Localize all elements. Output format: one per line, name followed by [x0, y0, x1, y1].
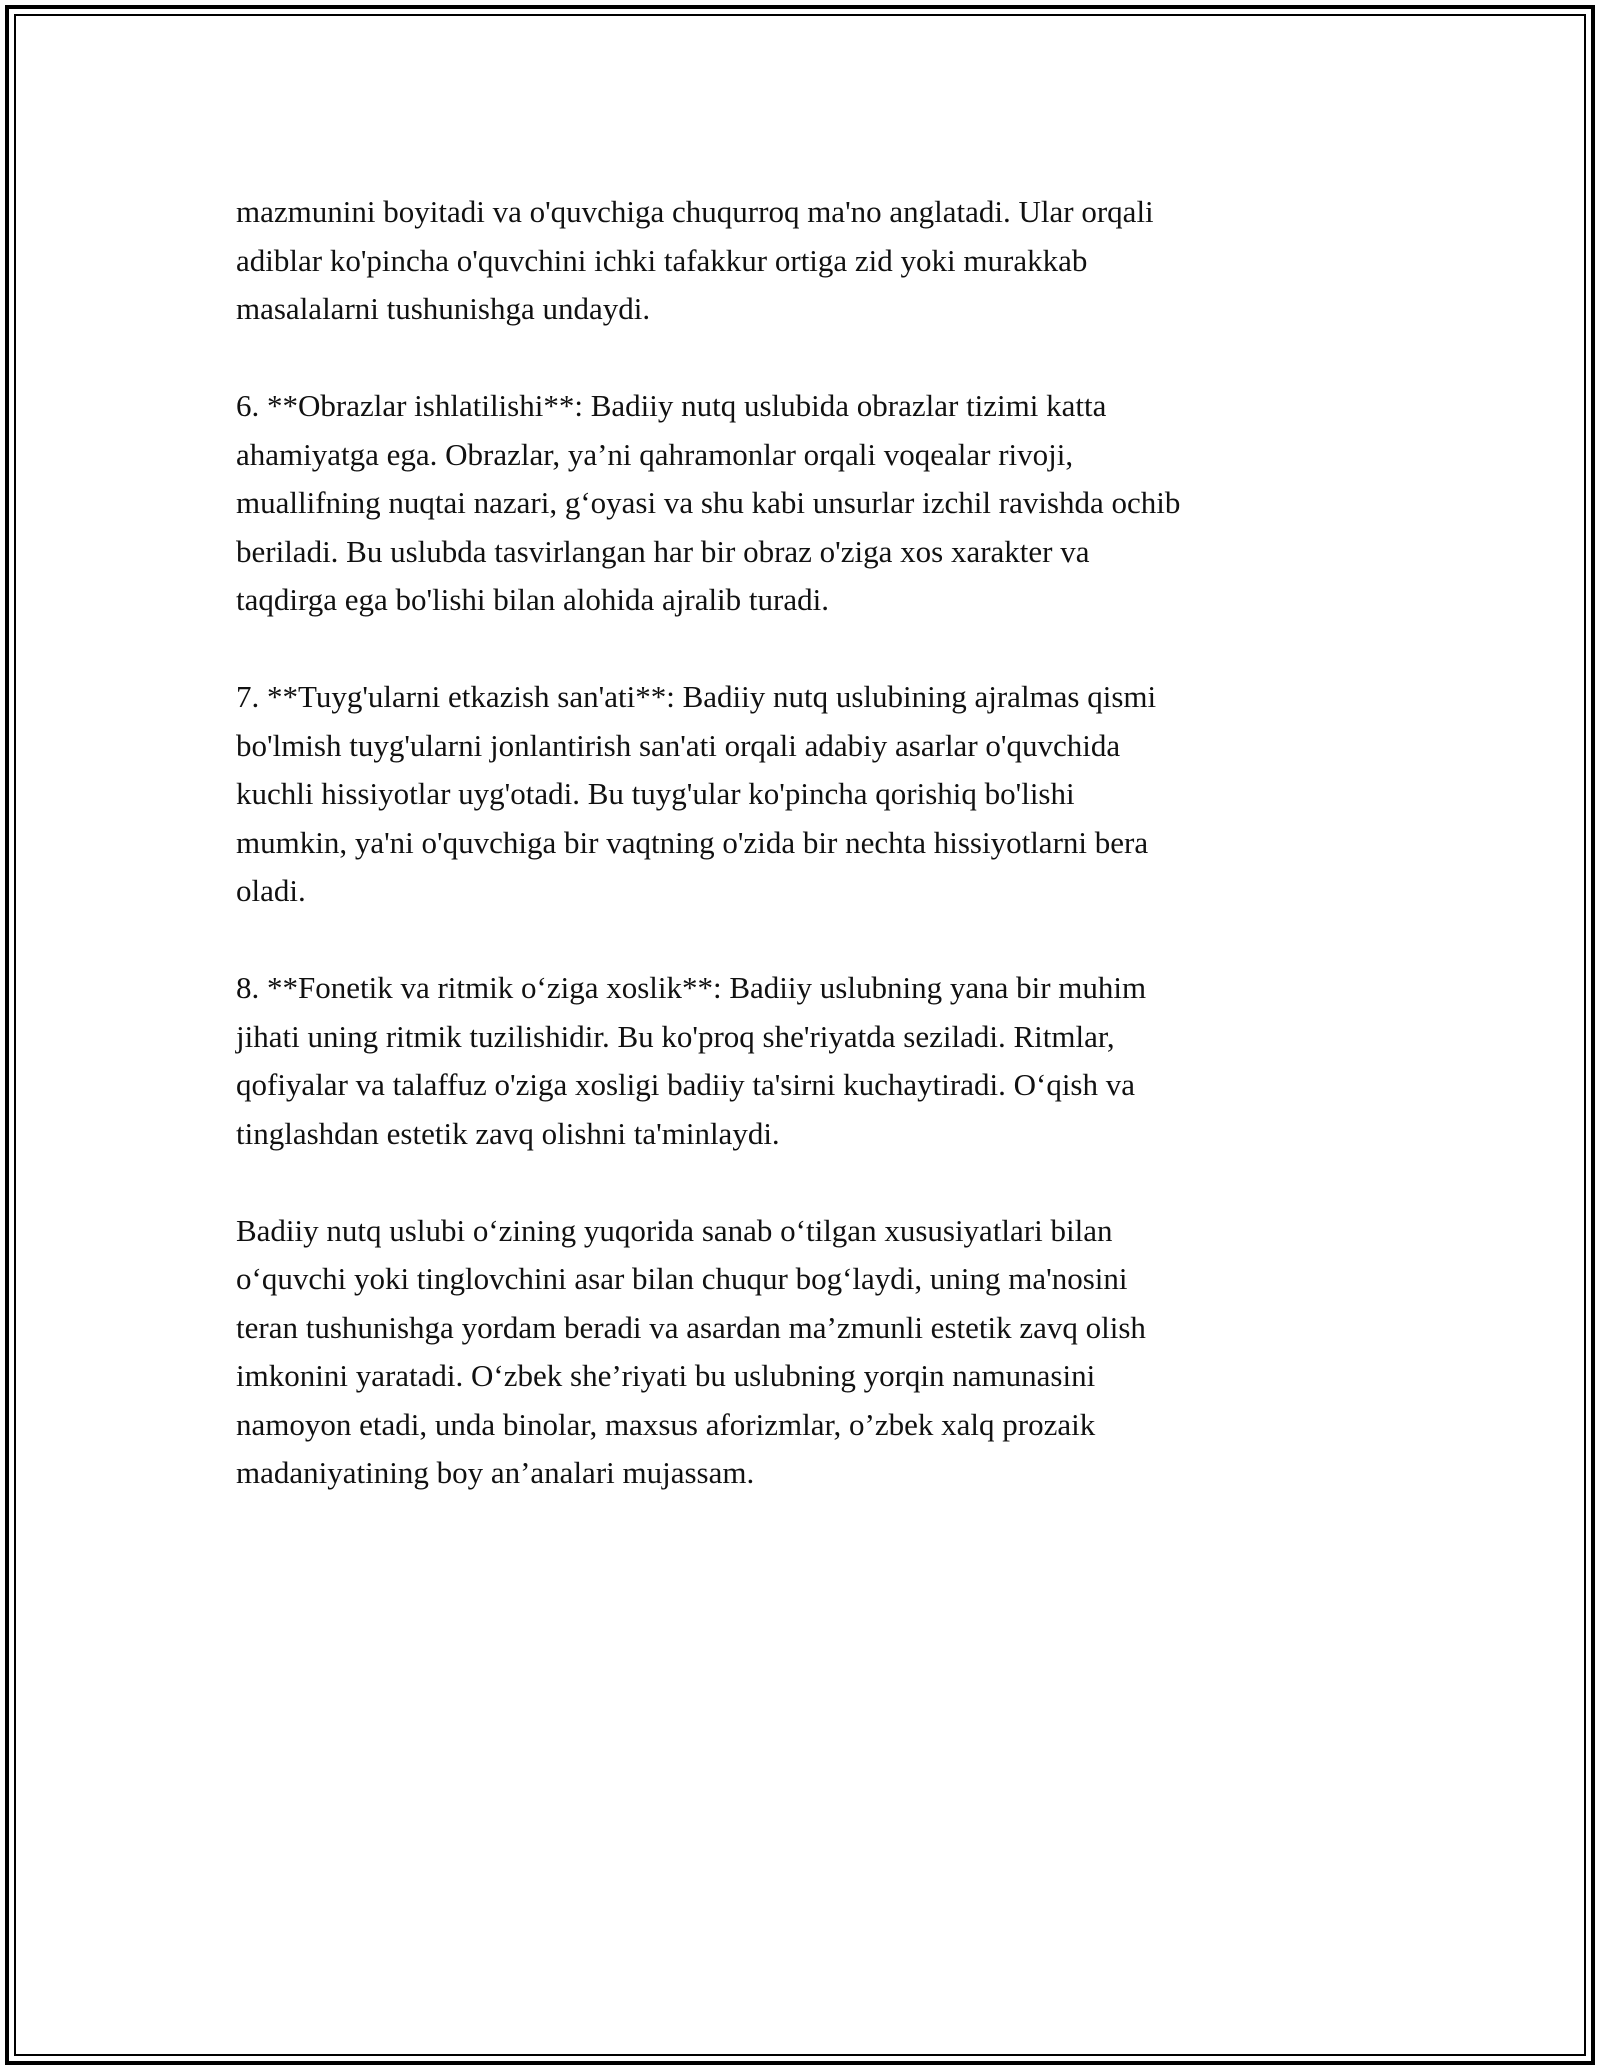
paragraph-item-6: 6. **Obrazlar ishlatilishi**: Badiiy nutq uslubida obrazlar tizimi katta ahamiyatga ega. Obrazlar, ya’ni qahramonlar orqali voqealar rivoji, muallifning nuqtai nazari, g‘oyasi va shu kabi unsurlar izchil ravishda ochib beriladi. Bu uslubda tasvirlangan har bir obraz o'ziga xos xarakter va taqdirga ega bo'lishi bilan alohida ajralib turadi.	[236, 388, 1181, 617]
paragraph-item-8: 8. **Fonetik va ritmik o‘ziga xoslik**: Badiiy uslubning yana bir muhim jihati uning ritmik tuzilishidir. Bu ko'proq she'riyatda seziladi. Ritmlar, qofiyalar va talaffuz o'ziga xosligi badiiy ta'sirni kuchaytiradi. O‘qish va tinglashdan estetik zavq olishni ta'minlaydi.	[236, 970, 1147, 1151]
paragraph-continuation: mazmunini boyitadi va o'quvchiga chuqurroq ma'no anglatadi. Ular orqali adiblar ko'pincha o'quvchini ichki tafakkur ortiga zid yoki murakkab masalalarni tushunishga undaydi.	[236, 194, 1154, 326]
paragraph-conclusion: Badiiy nutq uslubi o‘zining yuqorida sanab o‘tilgan xususiyatlari bilan o‘quvchi yoki tinglovchini asar bilan chuqur bog‘laydi, uning ma'nosini teran tushunishga yordam beradi va asardan ma’zmunli estetik zavq olish imkonini yaratadi. O‘zbek she’riyati bu uslubning yorqin namunasini namoyon etadi, unda binolar, maxsus aforizmlar, o’zbek xalq prozaik madaniyatining boy an’analari mujassam.	[236, 1212, 1146, 1490]
paragraph-item-7: 7. **Tuyg'ularni etkazish san'ati**: Badiiy nutq uslubining ajralmas qismi bo'lmish tuyg'ularni jonlantirish san'ati orqali adabiy asarlar o'quvchida kuchli hissiyotlar uyg'otadi. Bu tuyg'ular ko'pincha qorishiq bo'lishi mumkin, ya'ni o'quvchiga bir vaqtning o'zida bir nechta hissiyotlarni bera oladi.	[236, 679, 1157, 908]
document-body	[236, 188, 1364, 1498]
